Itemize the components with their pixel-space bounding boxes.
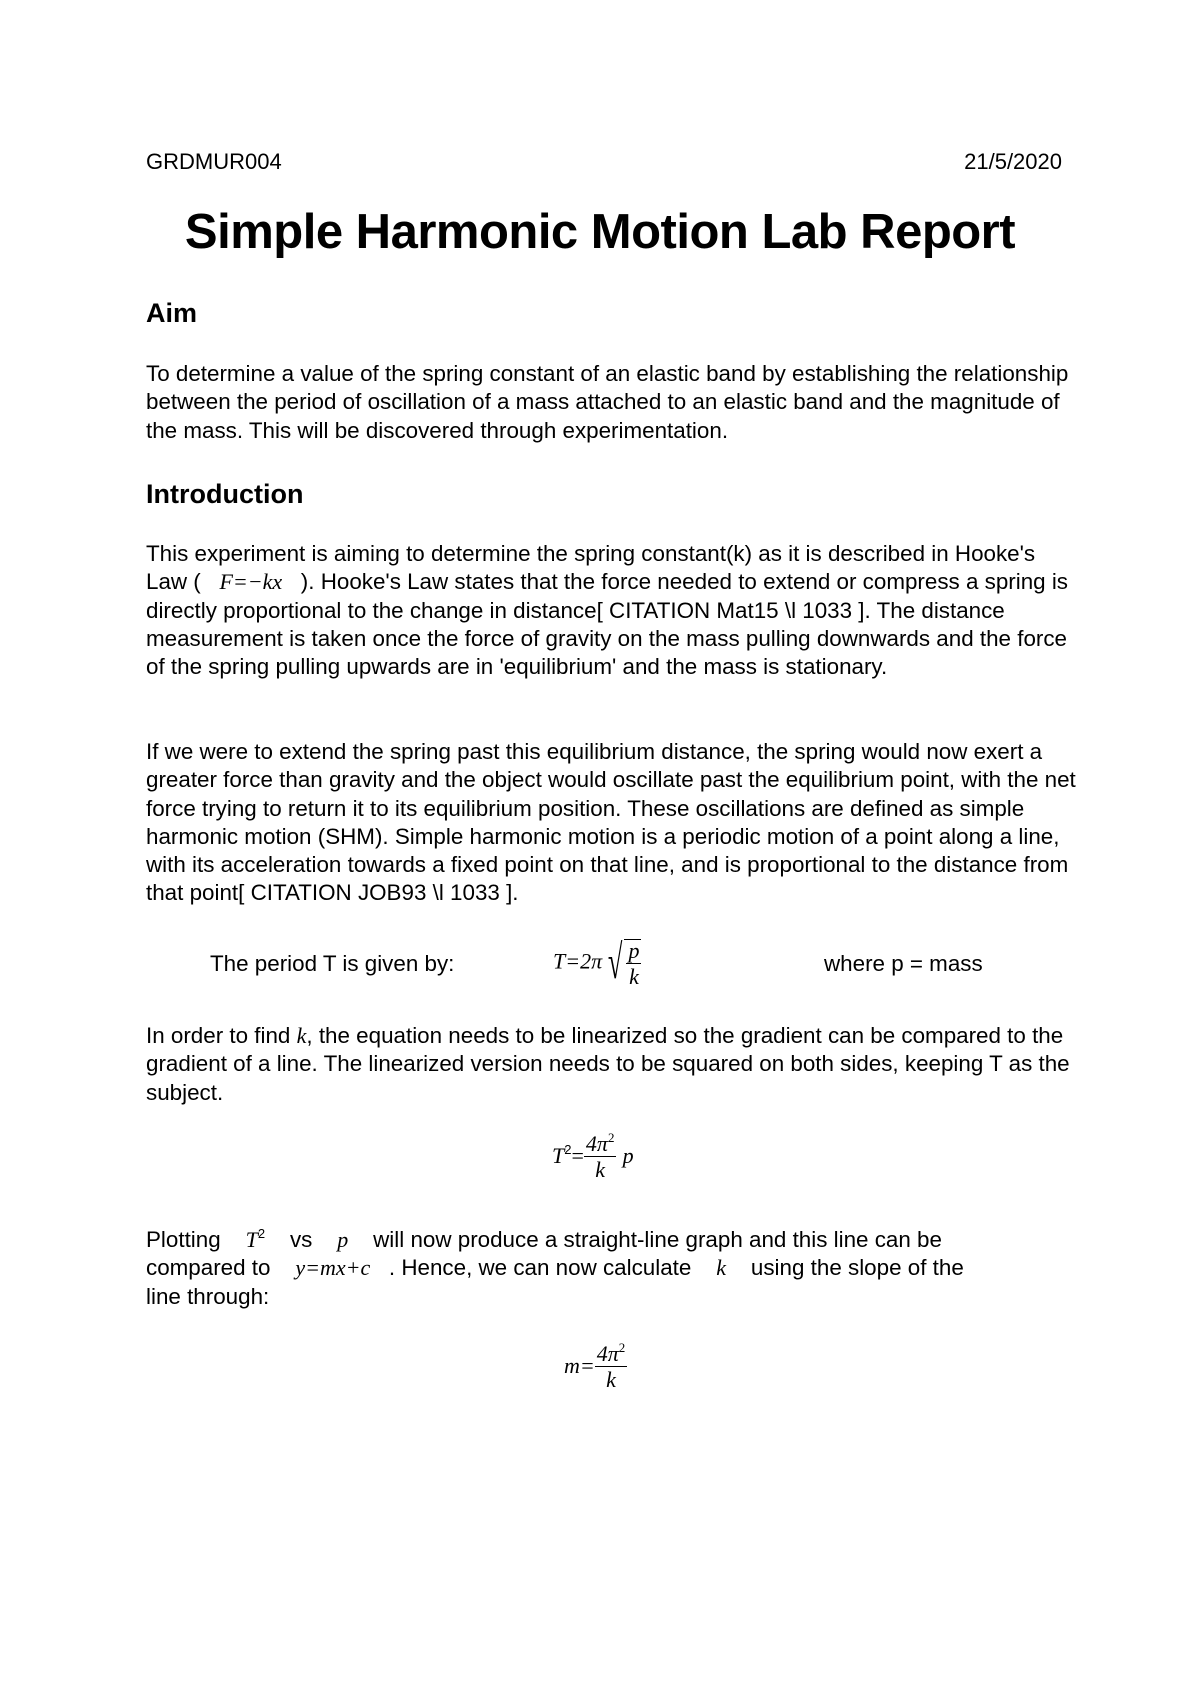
intro-paragraph-2 bbox=[146, 738, 1076, 908]
eq2-numerator-exponent: 2 bbox=[607, 1130, 615, 1145]
aim-paragraph bbox=[146, 360, 1076, 445]
intro-p4-text-d: . Hence, we can now calculate bbox=[388, 1255, 692, 1281]
period-eq-denominator: k bbox=[629, 964, 639, 989]
aim-heading: Aim bbox=[146, 298, 198, 328]
intro-p4-text-a: Plotting bbox=[146, 1227, 221, 1252]
eq3-numerator-exponent: 2 bbox=[618, 1340, 626, 1355]
period-where: where p = mass bbox=[824, 951, 983, 976]
slope-equation bbox=[564, 1340, 627, 1392]
intro-p4-T: T bbox=[245, 1227, 258, 1252]
intro-p4-line-equation: y=mx+c bbox=[295, 1255, 371, 1281]
intro-p3-text-b: , the equation needs to be linearized so the gradient can be compared to the gradient of a line. The linearized version needs to be squared on both sides, keeping T as the subject. bbox=[146, 1023, 1070, 1105]
eq2-numerator: 4π bbox=[585, 1131, 608, 1156]
intro-p4-p: p bbox=[337, 1227, 349, 1252]
eq3-denominator: k bbox=[606, 1367, 616, 1392]
period-label: The period T is given by: bbox=[210, 951, 455, 976]
eq3-numerator: 4π bbox=[596, 1341, 619, 1366]
intro-p4-text-c: compared to bbox=[146, 1255, 271, 1281]
student-id: GRDMUR004 bbox=[146, 149, 282, 174]
intro-paragraph-1 bbox=[146, 540, 1076, 681]
hookes-law-F: F bbox=[219, 569, 233, 595]
intro-p2-text: If we were to extend the spring past this equilibrium distance, the spring would now exert a greater force than gravity and the object would oscillate past the equilibrium point, with the net force trying to return it to its equilibrium position. These oscillations are defined as simple harmonic motion (SHM). Simple harmonic motion is a periodic motion of a point along a line, with its acceleration towards a fixed point on that line, and is proportional to the distance from that point[ CITATION JOB93 \l 1033 ]. bbox=[146, 739, 1076, 906]
period-eq-numerator: p bbox=[628, 938, 640, 963]
intro-p4-T-exponent: 2 bbox=[257, 1226, 266, 1241]
intro-p4-k: k bbox=[716, 1255, 727, 1281]
document-title: Simple Harmonic Motion Lab Report bbox=[184, 205, 1016, 259]
square-root bbox=[602, 937, 641, 988]
hookes-law-rest: =−kx bbox=[232, 569, 283, 595]
linearized-equation bbox=[552, 1130, 634, 1182]
intro-p4-text-f: line through: bbox=[146, 1283, 270, 1309]
intro-p1-text-b: ). Hooke's Law states that the force needed to extend or compress a spring is directly proportional to the change in distance[ CITATION Mat15 \l 1033 ]. The distance measurement is taken once the force of gravity on the mass pulling downwards and the force of the spring pulling upwards are in 'equilibrium' and the mass is stationary. bbox=[146, 569, 1069, 680]
period-equation bbox=[553, 937, 641, 988]
intro-p3-text-a: In order to find bbox=[146, 1023, 297, 1048]
intro-p4-text-b: will now produce a straight-line graph and this line can be bbox=[373, 1227, 942, 1252]
period-eq-lhs: T=2π bbox=[553, 948, 603, 974]
intro-p4-vs: vs bbox=[289, 1227, 313, 1252]
eq2-denominator: k bbox=[595, 1157, 606, 1182]
eq2-lhs-exponent: 2 bbox=[564, 1141, 572, 1157]
introduction-heading: Introduction bbox=[146, 479, 304, 509]
intro-p4-text-e: using the slope of the bbox=[750, 1255, 964, 1281]
intro-p3-k: k bbox=[296, 1023, 307, 1048]
report-date: 21/5/2020 bbox=[964, 149, 1062, 174]
eq3-lhs: m= bbox=[564, 1352, 595, 1378]
intro-paragraph-4 bbox=[146, 1226, 1076, 1311]
eq2-rhs: p bbox=[622, 1142, 634, 1168]
hookes-law-equation bbox=[219, 569, 282, 594]
radical-sign-icon: √ bbox=[608, 935, 623, 989]
intro-paragraph-3 bbox=[146, 1022, 1076, 1107]
eq2-lhs: T bbox=[552, 1142, 565, 1168]
eq2-equals: = bbox=[571, 1142, 584, 1168]
aim-text: To determine a value of the spring constant of an elastic band by establishing the relationship between the period of oscillation of a mass attached to an elastic band and the magnitude of the mass. This will be discovered through experimentation. bbox=[146, 361, 1069, 443]
intro-p1-text-a: This experiment is aiming to determine the spring constant(k) as it is described in Hooke's Law ( bbox=[146, 541, 1036, 595]
